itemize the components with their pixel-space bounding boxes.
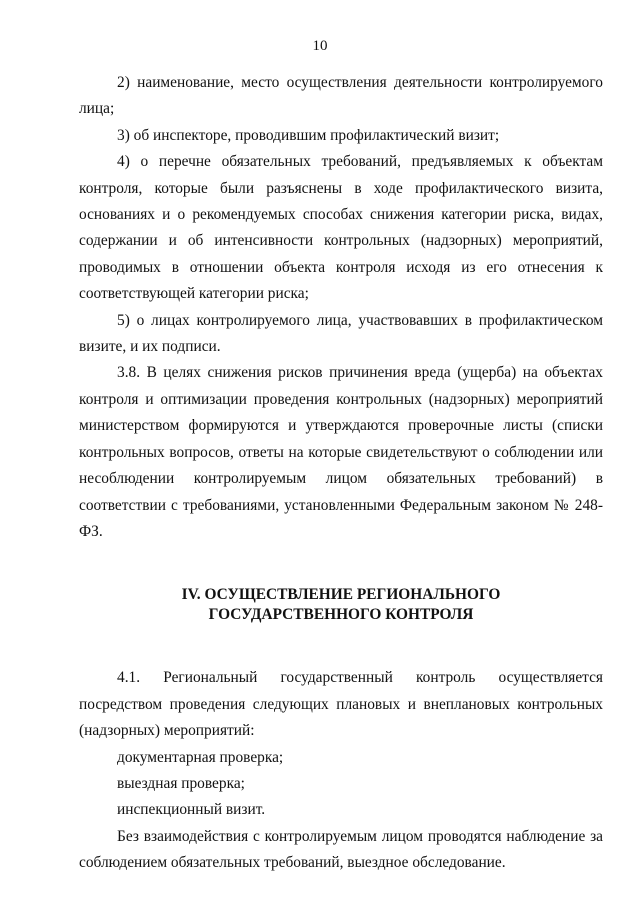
paragraph-4-1: 4.1. Региональный государственный контроль осуществляется посредством проведения следующих плановых и внеплановых контрольных (надзорных) мероприятий: [79, 669, 603, 740]
paragraph-without-interaction: Без взаимодействия с контролируемым лицом проводятся наблюдение за соблюдением обязательных требований, выездное обследование. [79, 827, 603, 872]
paragraph-item-4: 4) о перечне обязательных требований, предъявляемых к объектам контроля, которые были разъяснены в ходе профилактического визита, основаниях и о рекомендуемых способах снижения категории риска, видах, содержании и об интенсивности контрольных (надзорных) мероприятий, проводимых в отношении объекта контроля исходя из его отнесения к соответствующей категории риска; [79, 153, 603, 303]
document-body [79, 70, 603, 877]
page-number: 10 [312, 38, 328, 54]
list-item-onsite-inspection: выездная проверка; [117, 774, 245, 792]
paragraph-item-3: 3) об инспекторе, проводившим профилактический визит; [117, 126, 500, 144]
list-item-documentary-inspection: документарная проверка; [117, 748, 284, 766]
paragraph-item-5: 5) о лицах контролируемого лица, участвовавших в профилактическом визите, и их подписи. [79, 311, 603, 356]
section-heading-line-1: IV. ОСУЩЕСТВЛЕНИЕ РЕГИОНАЛЬНОГО [181, 586, 501, 604]
list-item-inspection-visit: инспекционный визит. [117, 801, 266, 819]
section-heading-line-2: ГОСУДАРСТВЕННОГО КОНТРОЛЯ [208, 606, 474, 624]
section-heading [79, 585, 603, 625]
paragraph-3-8: 3.8. В целях снижения рисков причинения вреда (ущерба) на объектах контроля и оптимизации проведения контрольных (надзорных) мероприятий министерством формируются и утверждаются проверочные листы (списки контрольных вопросов, ответы на которые свидетельствуют о соблюдении или несоблюдении контролируемым лицом обязательных требований) в соответствии с требованиями, установленными Федеральным законом № 248-ФЗ. [79, 364, 603, 540]
paragraph-item-2: 2) наименование, место осуществления деятельности контролируемого лица; [79, 74, 603, 118]
